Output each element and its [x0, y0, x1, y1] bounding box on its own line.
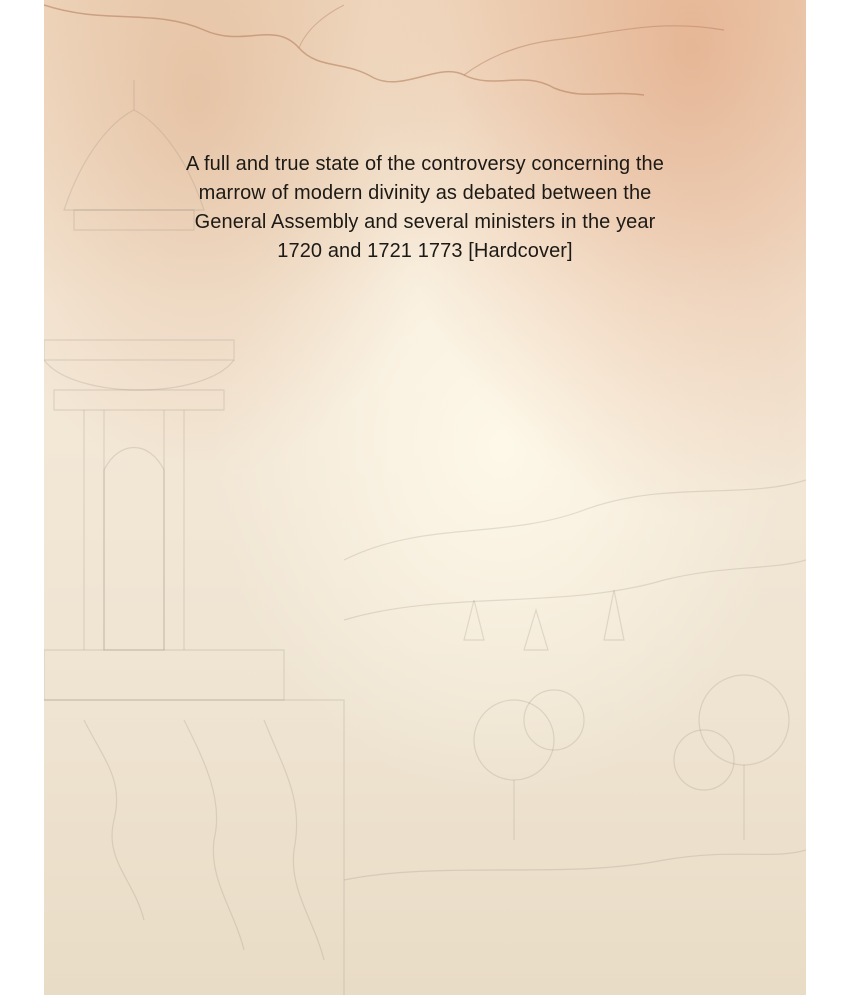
- title-line: A full and true state of the controversy concerning the: [186, 153, 664, 175]
- title-line: General Assembly and several ministers in the year: [194, 211, 656, 233]
- title-line: marrow of modern divinity as debated between the: [198, 182, 652, 204]
- book-cover: [44, 0, 806, 995]
- title-line: 1720 and 1721 1773 [Hardcover]: [277, 240, 573, 262]
- book-title: [44, 150, 806, 266]
